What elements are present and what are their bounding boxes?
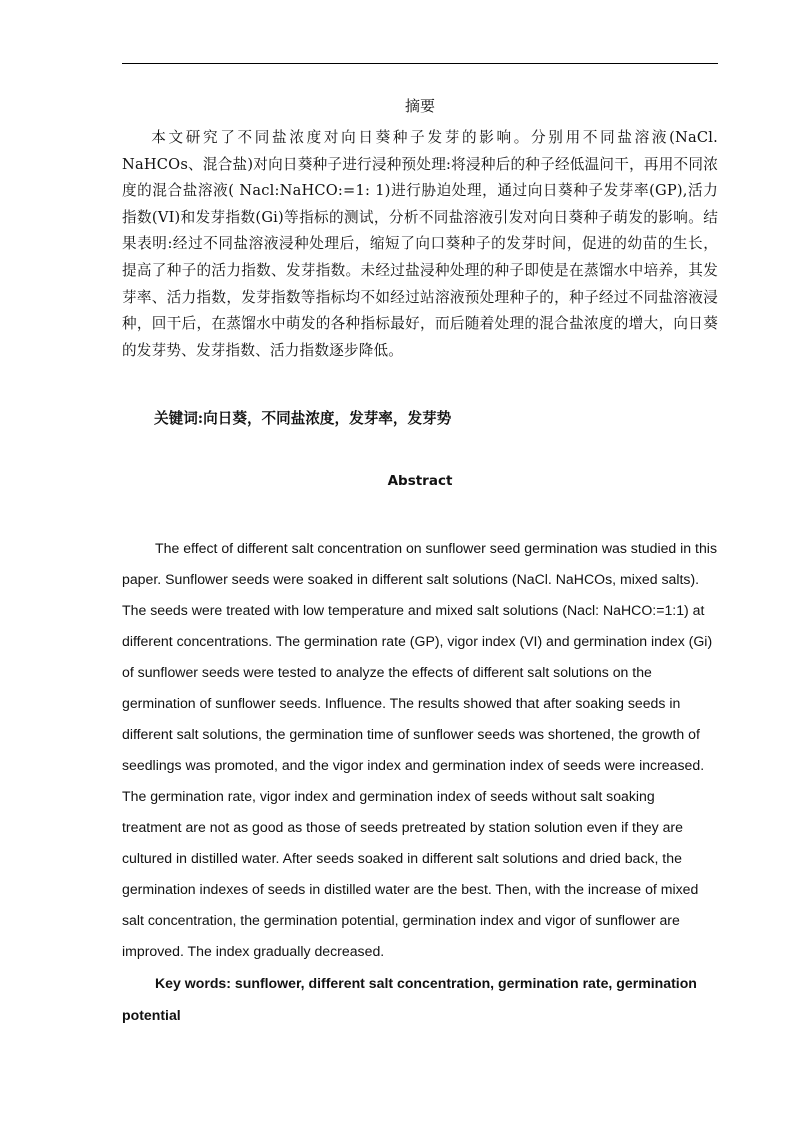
chinese-abstract-body: 本文研究了不同盐浓度对向日葵种子发芽的影响。分别用不同盐溶液(NaCl. NaHCOs、混合盐)对向日葵种子进行浸种预处理:将浸种后的种子经低温问干，再用不同浓度的混合盐溶液( Nacl:NaHCO:=1: 1)进行胁迫处理，通过向日葵种子发芽率(GP),活力指数(VI)和发芽指数(Gi)等指标的测试，分析不同盐溶液引发对向日葵种子萌发的影响。结果表明:经过不同盐溶液浸种处理后，缩短了向口葵种子的发芽时间，促进的幼苗的生长，提高了种子的活力指数、发芽指数。未经过盐浸种处理的种子即使是在蒸馏水中培养，其发芽率、活力指数，发芽指数等指标均不如经过站溶液预处理种子的，种子经过不同盐溶液浸种，回干后，在蒸馏水中萌发的各种指标最好，而后随着处理的混合盐浓度的增大，向日葵的发芽势、发芽指数、活力指数逐步降低。 [122,129,718,359]
header-rule [122,63,718,64]
chinese-abstract-title: 摘要 [404,97,435,115]
chinese-keywords: 关键词:向日葵，不同盐浓度，发芽率，发芽势 [154,410,452,427]
english-abstract-title: Abstract [387,473,453,489]
english-abstract-body: The effect of different salt concentration on sunflower seed germination was studied in this paper. Sunflower seeds were soaked in different salt solutions (NaCl. NaHCOs, mixed salts). The seeds were treated with low temperature and mixed salt solutions (Nacl: NaHCO:=1:1) at different concentrations. The germination rate (GP), vigor index (VI) and germination index (Gi) of sunflower seeds were tested to analyze the effects of different salt solutions on the germination of sunflower seeds. Influence. The results showed that after soaking seeds in different salt solutions, the germination time of sunflower seeds was shortened, the growth of seedlings was promoted, and the vigor index and germination index of seeds were increased. The germination rate, vigor index and germination index of seeds without salt soaking treatment are not as good as those of seeds pretreated by station solution even if they are cultured in distilled water. After seeds soaked in different salt solutions and dried back, the germination indexes of seeds in distilled water are the best. Then, with the increase of mixed salt concentration, the germination potential, germination index and vigor of sunflower are improved. The index gradually decreased. [122,540,717,959]
english-keywords: Key words: sunflower, different salt concentration, germination rate, germination potential [122,975,697,1023]
